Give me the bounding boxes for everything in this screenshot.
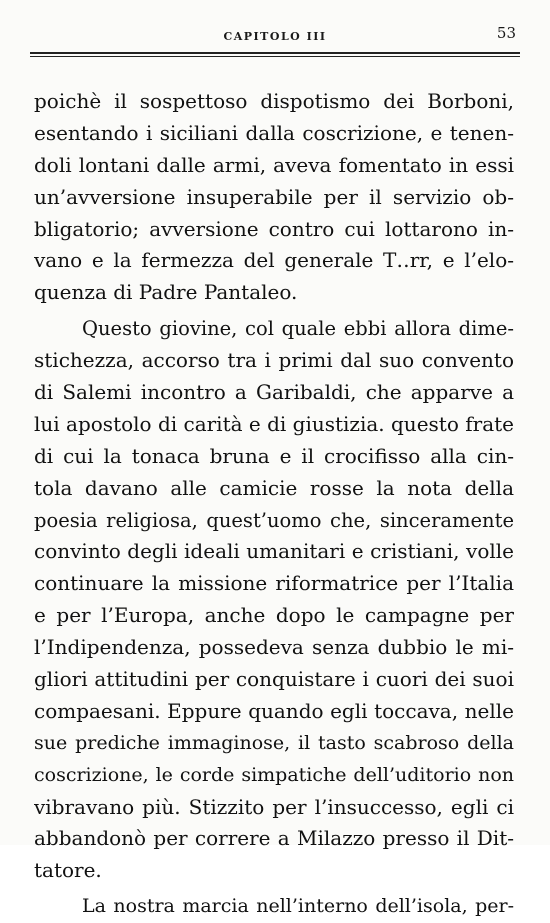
- header-rule: [30, 52, 520, 54]
- text-line: convinto degli ideali umanitari e cristiani, volle: [34, 539, 514, 564]
- text-line: tola davano alle camicie rosse la nota della: [34, 475, 514, 500]
- text-line: lui apostolo di carità e di giustizia. questo frate: [34, 411, 514, 436]
- text-line: vano e la fermezza del generale T‥rr, e l’elo-: [34, 248, 514, 273]
- text-line: abbandonò per correre a Milazzo presso il Dit-: [34, 826, 514, 851]
- text-line: doli lontani dalle armi, aveva fomentato in essi: [34, 152, 514, 177]
- header-rule-thin: [30, 56, 520, 57]
- text-line: poichè il sospettoso dispotismo dei Borboni,: [34, 89, 514, 113]
- text-line: l’Indipendenza, possedeva senza dubbio le mi-: [34, 635, 514, 660]
- text-line: e per l’Europa, anche dopo le campagne per: [34, 603, 514, 628]
- chapter-label: CAPITOLO III: [223, 30, 327, 43]
- text-line: gliori attitudini per conquistare i cuori dei suoi: [34, 667, 514, 692]
- text-line: di Salemi incontro a Garibaldi, che apparve a: [34, 380, 514, 405]
- text-line: quenza di Padre Pantaleo.: [34, 280, 298, 305]
- text-line: esentando i siciliani dalla coscrizione, e tenen-: [34, 120, 514, 145]
- text-line: vibravano più. Stizzito per l’insuccesso, egli ci: [34, 794, 514, 819]
- page-number: 53: [496, 24, 516, 42]
- text-line: poesia religiosa, quest’uomo che, sinceramente: [34, 508, 514, 532]
- running-header: [30, 22, 520, 62]
- text-line: sue prediche immaginose, il tasto scabroso della: [34, 731, 514, 754]
- text-line: stichezza, accorso tra i primi dal suo convento: [34, 348, 514, 373]
- text-line: La nostra marcia nell’interno dell’isola, per-: [82, 895, 514, 918]
- text-line: compaesani. Eppure quando egli toccava, nelle: [34, 698, 514, 723]
- text-line: bligatorio; avversione contro cui lottarono in-: [34, 216, 514, 241]
- text-line: continuare la missione riformatrice per l’Italia: [34, 571, 514, 596]
- text-line: di cui la tonaca bruna e il crocifisso alla cin-: [34, 443, 514, 468]
- text-line: coscrizione, le corde simpatiche dell’uditorio non: [34, 763, 514, 786]
- text-line: un’avversione insuperabile per il servizio ob-: [34, 184, 514, 209]
- text-line: tatore.: [34, 858, 102, 883]
- body-text: [34, 86, 514, 923]
- text-line: Questo giovine, col quale ebbi allora dime-: [82, 317, 514, 341]
